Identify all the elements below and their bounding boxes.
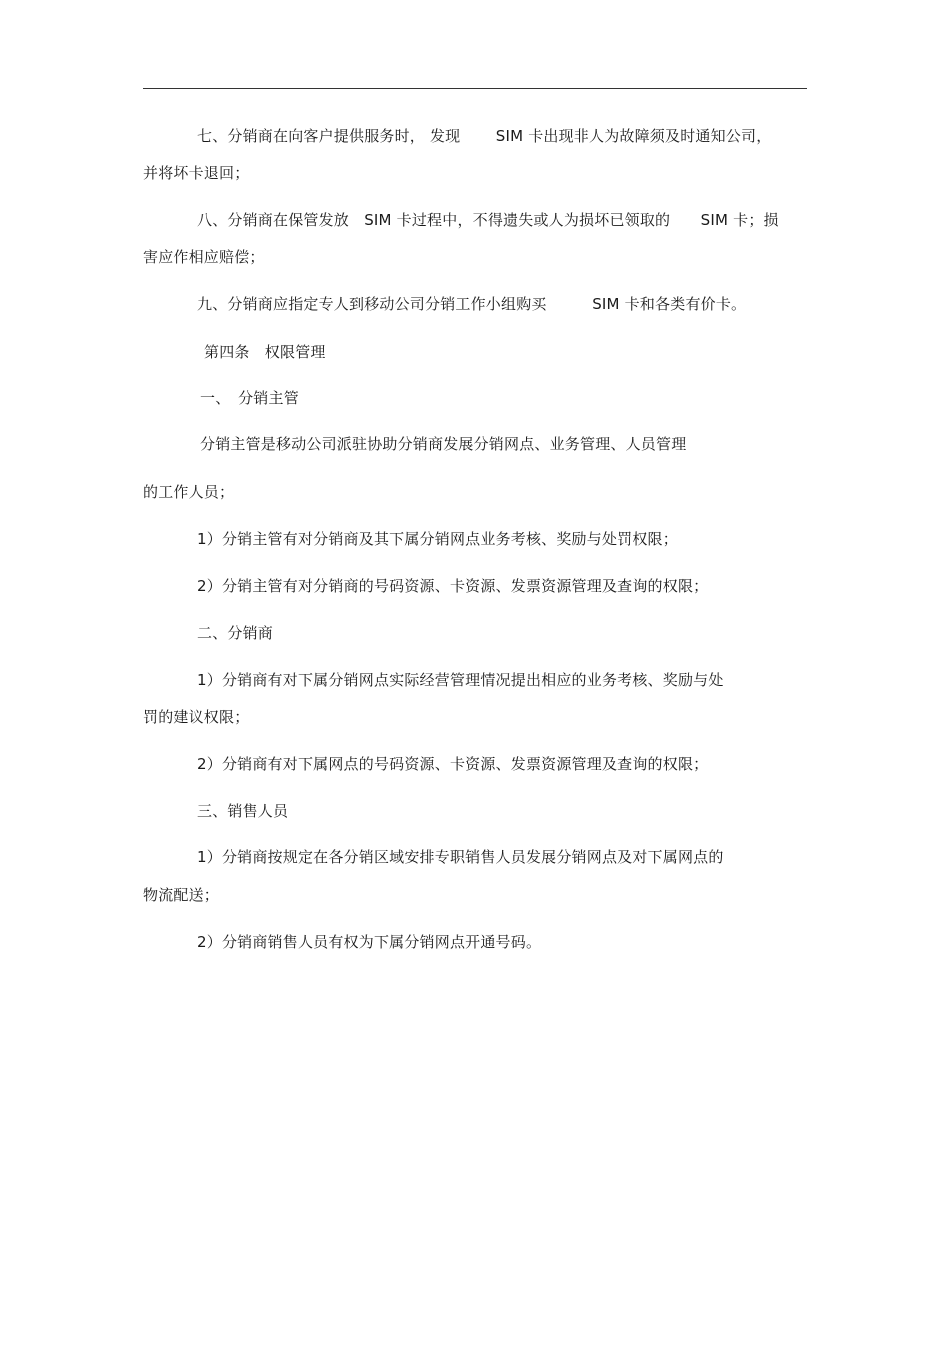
sales-item-1-line-1: 1）分销商按规定在各分销区域安排专职销售人员发展分销网点及对下属网点的 xyxy=(197,848,724,866)
header-rule xyxy=(143,88,807,89)
sales-item-2: 2）分销商销售人员有权为下属分销网点开通号码。 xyxy=(197,933,542,951)
supervisor-item-1: 1）分销主管有对分销商及其下属分销网点业务考核、奖励与处罚权限； xyxy=(197,530,678,548)
clause-9: 九、分销商应指定专人到移动公司分销工作小组购买 SIM 卡和各类有价卡。 xyxy=(197,295,747,313)
supervisor-item-2: 2）分销主管有对分销商的号码资源、卡资源、发票资源管理及查询的权限； xyxy=(197,577,709,595)
section-2-heading: 二、分销商 xyxy=(197,624,274,642)
article-4-heading: 第四条 权限管理 xyxy=(204,343,326,361)
distributor-item-2: 2）分销商有对下属网点的号码资源、卡资源、发票资源管理及查询的权限； xyxy=(197,755,709,773)
supervisor-definition-line-2: 的工作人员； xyxy=(143,483,235,501)
section-1-heading: 一、 分销主管 xyxy=(200,389,299,407)
section-3-heading: 三、销售人员 xyxy=(197,802,289,820)
clause-8-line-1: 八、分销商在保管发放 SIM 卡过程中，不得遗失或人为损坏已领取的 SIM 卡；损 xyxy=(197,211,779,229)
clause-7-line-1: 七、分销商在向客户提供服务时， 发现 SIM 卡出现非人为故障须及时通知公司， xyxy=(197,127,772,145)
distributor-item-1-line-1: 1）分销商有对下属分销网点实际经营管理情况提出相应的业务考核、奖励与处 xyxy=(197,671,724,689)
supervisor-definition-line-1: 分销主管是移动公司派驻协助分销商发展分销网点、业务管理、人员管理 xyxy=(200,435,687,453)
sales-item-1-line-2: 物流配送； xyxy=(143,886,220,904)
clause-8-line-2: 害应作相应赔偿； xyxy=(143,248,265,266)
distributor-item-1-line-2: 罚的建议权限； xyxy=(143,708,250,726)
clause-7-line-2: 并将坏卡退回； xyxy=(143,164,250,182)
